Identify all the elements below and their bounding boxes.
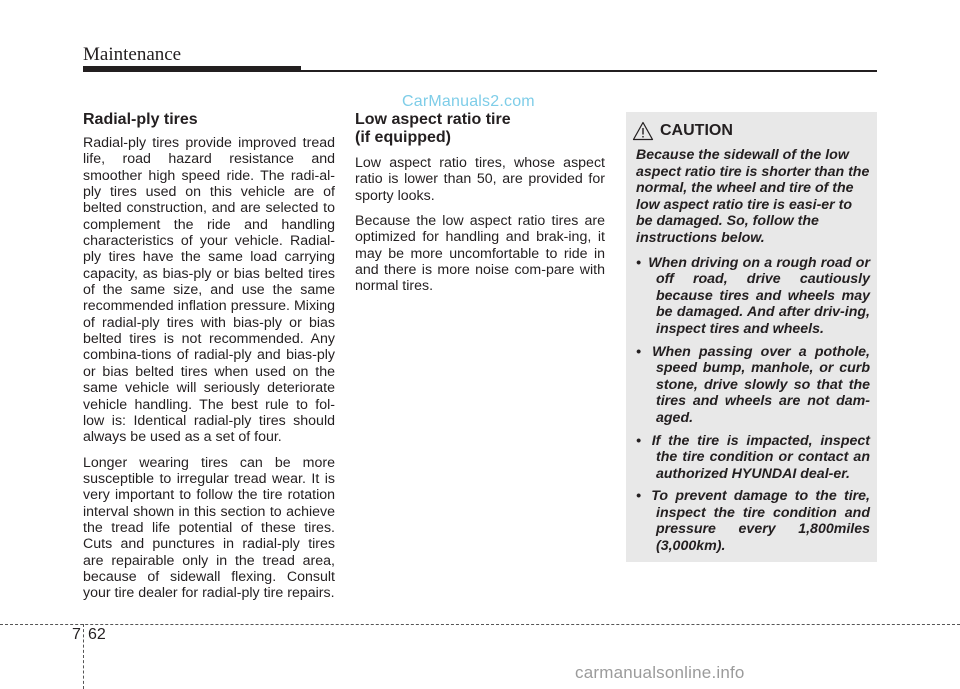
warning-triangle-icon (632, 121, 654, 141)
header-rule-thick (83, 66, 301, 72)
caution-header (632, 120, 733, 142)
caution-item (636, 255, 870, 338)
caution-title: CAUTION (660, 122, 733, 139)
bullet-icon: • (636, 343, 641, 360)
chapter-number: 7 (72, 626, 81, 643)
footer-dashed-rule (0, 624, 960, 625)
middle-column (355, 111, 605, 304)
bullet-icon: • (636, 432, 641, 449)
low-aspect-heading (355, 111, 605, 147)
bullet-icon: • (636, 488, 641, 505)
radial-ply-paragraph-1: Radial-ply tires provide improved tread life, road hazard resistance and smoother high speed ride. The radi-al-ply tires used on this vehicle are of belted construction, and are selected to complement the ride and handling characteristics of your vehicle. Radial-ply tires have the same load carrying capacity, as bias-ply or bias belted tires of the same size, and use the same recommended inflation pressure. Mixing of radial-ply tires with bias-ply or bias belted tires is not recommended. Any combina-tions of radial-ply and bias-ply or bias belted tires when used on the same vehicle will seriously deteriorate vehicle handling. The best rule to fol-low is: Identical radial-ply tires should always be used as a set of four. (83, 135, 335, 446)
caution-item (636, 488, 870, 554)
caution-body (636, 147, 870, 561)
header-rule-thin (301, 70, 877, 72)
low-aspect-paragraph-2: Because the low aspect ratio tires are optimized for handling and brak-ing, it may be more uncomfortable to ride in and there is more noise com-pare with normal tires. (355, 213, 605, 295)
caution-item (636, 344, 870, 427)
caution-item-text: If the tire is impacted, inspect the tire condition or contact an authorized HYUNDAI deal-er. (651, 432, 870, 482)
left-column (83, 111, 335, 611)
caution-box (626, 112, 877, 562)
low-aspect-heading-line1: Low aspect ratio tire (355, 111, 511, 128)
low-aspect-heading-line2: (if equipped) (355, 129, 451, 146)
caution-list (636, 255, 870, 555)
caution-item-text: When passing over a pothole, speed bump, manhole, or curb stone, drive slowly so that the tires and wheels are not dam-aged. (652, 343, 870, 426)
watermark-top: CarManuals2.com (402, 93, 535, 110)
caution-intro: Because the sidewall of the low aspect ratio tire is shorter than the normal, the wheel and tire of the low aspect ratio tire is easi-er to be damaged. So, follow the instructions below. (636, 147, 870, 246)
radial-ply-paragraph-2: Longer wearing tires can be more susceptible to irregular tread wear. It is very important to follow the tire rotation interval shown in this section to achieve the tread life potential of these tires. Cuts and punctures in radial-ply tires are repairable only in the tread area, because of sidewall flexing. Consult your tire dealer for radial-ply tire repairs. (83, 454, 335, 602)
page-header-title: Maintenance (83, 44, 182, 65)
watermark-bottom: carmanualsonline.info (575, 663, 745, 682)
page-number: 62 (88, 626, 106, 643)
footer-vertical-rule (83, 624, 84, 689)
caution-item-text: When driving on a rough road or off road, drive cautiously because tires and wheels may be damaged. And after driv-ing, inspect tires and wheels. (648, 254, 870, 337)
radial-ply-heading: Radial-ply tires (83, 111, 198, 128)
low-aspect-paragraph-1: Low aspect ratio tires, whose aspect ratio is lower than 50, are provided for sporty looks. (355, 155, 605, 204)
caution-item (636, 433, 870, 483)
bullet-icon: • (636, 254, 641, 271)
caution-item-text: To prevent damage to the tire, inspect the tire condition and pressure every 1,800miles (3,000km). (651, 488, 870, 555)
